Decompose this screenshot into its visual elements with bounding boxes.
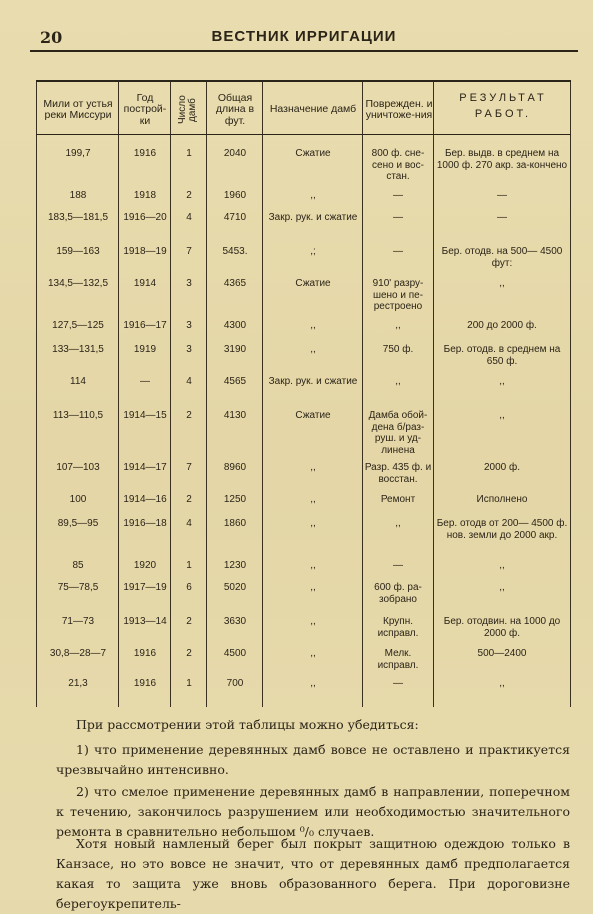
- cell-purpose: ,,: [310, 678, 316, 689]
- cell-year: 1914: [133, 278, 157, 289]
- cell-count: 7: [186, 462, 192, 473]
- cell-count: 2: [186, 494, 192, 505]
- cell-result: 200 до 2000 ф.: [467, 320, 537, 331]
- cell-damage: Мелк. исправл.: [377, 648, 419, 671]
- column-header-purpose: Назначение дамб: [269, 103, 357, 116]
- cell-count: 6: [186, 582, 192, 593]
- cell-count: 2: [186, 648, 192, 659]
- cell-length: 3190: [223, 344, 247, 355]
- cell-purpose: ,,: [310, 320, 316, 331]
- cell-damage: 910' разру-шено и пе-рестроено: [372, 278, 424, 312]
- cell-miles: 127,5—125: [52, 320, 104, 331]
- column-header-year: Год построй-ки: [123, 91, 167, 127]
- cell-count: 2: [186, 190, 192, 201]
- cell-result: 500—2400: [477, 648, 527, 659]
- cell-length: 700: [226, 678, 244, 689]
- cell-purpose: ,,: [310, 518, 316, 529]
- cell-year: 1914—16: [123, 494, 167, 505]
- cell-length: 3630: [223, 616, 247, 627]
- cell-length: 4365: [223, 278, 247, 289]
- column-divider: [170, 82, 171, 707]
- cell-damage: Ремонт: [380, 494, 416, 505]
- cell-count: 3: [186, 320, 192, 331]
- cell-year: 1920: [133, 560, 157, 571]
- page-number: 20: [40, 28, 63, 47]
- cell-year: 1916: [133, 148, 157, 159]
- cell-miles: 100: [69, 494, 87, 505]
- cell-damage: ,,: [395, 518, 401, 529]
- cell-length: 8960: [223, 462, 247, 473]
- cell-year: 1916—18: [123, 518, 167, 529]
- cell-miles: 89,5—95: [57, 518, 99, 529]
- cell-length: 1960: [223, 190, 247, 201]
- cell-result: —: [497, 212, 507, 223]
- cell-result: ,,: [499, 678, 505, 689]
- column-header-damage: Поврежден. и уничтоже-ния: [365, 97, 433, 121]
- cell-miles: 71—73: [61, 616, 95, 627]
- cell-result: Бер. отодв. на 500— 4500 фут:: [441, 246, 563, 269]
- cell-count: 2: [186, 616, 192, 627]
- cell-result: Бер. отодвин. на 1000 до 2000 ф.: [443, 616, 561, 639]
- cell-year: 1919: [133, 344, 157, 355]
- cell-damage: —: [393, 212, 403, 223]
- cell-year: 1914—17: [123, 462, 167, 473]
- cell-miles: 159—163: [56, 246, 100, 257]
- cell-miles: 114: [70, 376, 86, 387]
- cell-length: 5453.: [222, 246, 248, 257]
- column-divider: [118, 82, 119, 707]
- cell-result: Исполнено: [476, 494, 528, 505]
- cell-result: Бер. отодв. в среднем на 650 ф.: [443, 344, 561, 367]
- dam-table: [36, 80, 571, 707]
- cell-count: 3: [186, 278, 192, 289]
- cell-year: 1914—15: [123, 410, 167, 421]
- cell-result: ,,: [499, 376, 505, 387]
- cell-year: 1916: [133, 678, 157, 689]
- cell-damage: 600 ф. ра-зобрано: [374, 582, 422, 605]
- cell-damage: 750 ф.: [382, 344, 414, 355]
- cell-count: 7: [186, 246, 192, 257]
- page-header: [30, 24, 578, 52]
- cell-count: 2: [186, 410, 192, 421]
- column-header-length: Общая длина в фут.: [215, 91, 255, 127]
- paragraph-point-1: 1) что применение деревянных дамб вовсе не оставлено и практикуется чрезвычайно интенсивно.: [56, 742, 570, 777]
- cell-count: 4: [186, 518, 192, 529]
- cell-purpose: ,,: [310, 616, 316, 627]
- cell-year: 1918—19: [123, 246, 167, 257]
- cell-miles: 134,5—132,5: [47, 278, 109, 289]
- column-divider: [262, 82, 263, 707]
- cell-purpose: ,,: [310, 190, 316, 201]
- cell-purpose: Закр. рук. и сжатие: [268, 376, 358, 387]
- cell-damage: 800 ф. сне-сено и вос-стан.: [371, 148, 425, 182]
- cell-purpose: Сжатие: [295, 278, 331, 289]
- cell-damage: ,,: [395, 320, 401, 331]
- cell-result: ,,: [499, 582, 505, 593]
- cell-count: 3: [186, 344, 192, 355]
- cell-miles: 133—131,5: [52, 344, 104, 355]
- cell-miles: 30,8—28—7: [49, 648, 107, 659]
- cell-purpose: ,,: [310, 648, 316, 659]
- paragraph-point-2: 2) что смелое применение деревянных дамб в направлении, поперечном к течению, закончилось разрушением или необходимостью значительного ремонта в сравнительно небольшом ⁰/₀ случаев.: [56, 784, 570, 839]
- cell-purpose: ,,: [310, 344, 316, 355]
- column-divider: [362, 82, 363, 707]
- cell-count: 4: [186, 212, 192, 223]
- cell-result: ,,: [499, 410, 505, 421]
- cell-year: 1916—17: [123, 320, 167, 331]
- table-header: [36, 82, 571, 135]
- cell-miles: 188: [69, 190, 87, 201]
- cell-length: 5020: [223, 582, 247, 593]
- cell-damage: Разр. 435 ф. и восстан.: [364, 462, 432, 485]
- cell-damage: Дамба обой-дена б/раз-руш. и уд-линена: [368, 410, 428, 456]
- cell-miles: 21,3: [68, 678, 88, 689]
- cell-purpose: Сжатие: [295, 148, 331, 159]
- cell-length: 4710: [223, 212, 247, 223]
- table-border-left: [36, 82, 37, 707]
- cell-miles: 183,5—181,5: [47, 212, 109, 223]
- cell-count: 1: [186, 678, 192, 689]
- cell-length: 1860: [223, 518, 247, 529]
- cell-length: 2040: [223, 148, 247, 159]
- cell-year: 1916: [133, 648, 157, 659]
- cell-result: 2000 ф.: [483, 462, 521, 473]
- column-header-miles: Мили от устья реки Миссури: [43, 97, 113, 121]
- column-header-count: Число дамб: [177, 95, 198, 125]
- cell-purpose: ,,: [310, 560, 316, 571]
- cell-year: 1917—19: [123, 582, 167, 593]
- cell-result: ,,: [499, 560, 505, 571]
- column-divider: [206, 82, 207, 707]
- cell-purpose: Закр. рук. и сжатие: [268, 212, 358, 223]
- cell-length: 1230: [223, 560, 247, 571]
- cell-count: 1: [186, 148, 192, 159]
- cell-purpose: Сжатие: [295, 410, 331, 421]
- cell-purpose: ,,: [310, 462, 316, 473]
- cell-damage: —: [393, 190, 403, 201]
- cell-purpose: ,;: [310, 246, 316, 257]
- journal-title: ВЕСТНИК ИРРИГАЦИИ: [211, 28, 397, 45]
- cell-miles: 107—103: [56, 462, 100, 473]
- cell-miles: 199,7: [65, 148, 91, 159]
- cell-damage: —: [393, 246, 403, 257]
- cell-count: 1: [186, 560, 192, 571]
- cell-length: 4130: [223, 410, 247, 421]
- cell-miles: 85: [72, 560, 84, 571]
- cell-length: 1250: [223, 494, 247, 505]
- paragraph-continuation: Хотя новый намленый берег был покрыт защитною одеждою только в Канзасе, но это вовсе не значит, что от деревянных дамб предполагается какая то защита уже вновь образованного берега. При дороговизне берегоукрепитель-: [56, 836, 570, 911]
- cell-purpose: ,,: [310, 582, 316, 593]
- cell-length: 4565: [223, 376, 247, 387]
- cell-length: 4300: [223, 320, 247, 331]
- column-divider: [433, 82, 434, 707]
- cell-miles: 113—110,5: [52, 410, 104, 421]
- cell-year: 1913—14: [123, 616, 167, 627]
- cell-damage: —: [393, 560, 403, 571]
- cell-result: Бер. выдв. в среднем на 1000 ф. 270 акр. за-кончено: [436, 148, 568, 171]
- cell-year: —: [140, 376, 150, 387]
- cell-damage: Крупн. исправл.: [377, 616, 419, 639]
- cell-year: 1918: [133, 190, 157, 201]
- cell-miles: 75—78,5: [57, 582, 99, 593]
- cell-purpose: ,,: [310, 494, 316, 505]
- cell-year: 1916—20: [123, 212, 167, 223]
- cell-result: Бер. отодв от 200— 4500 ф. нов. земли до 2000 акр.: [436, 518, 568, 541]
- cell-result: ,,: [499, 278, 505, 289]
- cell-damage: —: [393, 678, 403, 689]
- table-border-right: [570, 82, 571, 707]
- cell-length: 4500: [223, 648, 247, 659]
- column-header-result: РЕЗУЛЬТАТ РАБОТ.: [459, 92, 547, 120]
- paragraph-intro: При рассмотрении этой таблицы можно убедиться:: [76, 717, 419, 732]
- cell-damage: ,,: [395, 376, 401, 387]
- cell-count: 4: [186, 376, 192, 387]
- cell-result: —: [497, 190, 507, 201]
